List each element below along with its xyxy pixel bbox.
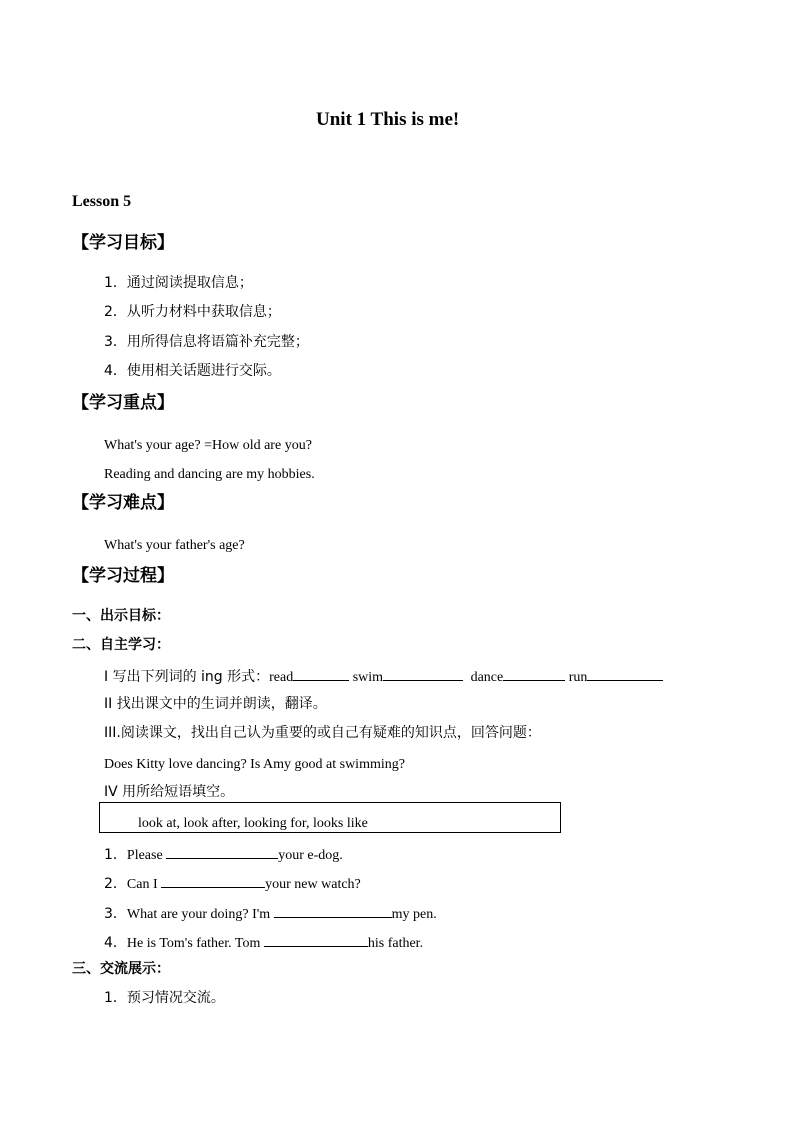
fill-item	[104, 905, 437, 922]
word-read: read	[269, 670, 294, 685]
answer-blank	[587, 668, 663, 681]
task-ing-prefix: I 写出下列词的 ing 形式：	[104, 669, 270, 685]
fill-prefix: He is Tom's father. Tom	[126, 936, 264, 951]
answer-blank	[264, 934, 368, 947]
fill-suffix: his father.	[367, 936, 424, 951]
phrase-box	[99, 802, 561, 833]
step-one-heading: 一、出示目标：	[72, 608, 170, 624]
fill-suffix: your e-dog.	[278, 848, 343, 863]
answer-blank	[161, 875, 265, 888]
lesson-label: Lesson 5	[72, 193, 132, 210]
fill-prefix: Can I	[126, 877, 162, 892]
goal-item: 2．从听力材料中获取信息；	[104, 304, 281, 320]
step-three-heading: 三、交流展示：	[72, 961, 170, 977]
task-reading: III.阅读课文，找出自己认为重要的或自己有疑难的知识点，回答问题：	[104, 725, 541, 741]
fill-number: 4．	[104, 935, 127, 951]
answer-blank	[383, 668, 463, 681]
fill-prefix: What are your doing? I'm	[126, 907, 274, 922]
fill-suffix: your new watch?	[265, 877, 361, 892]
task-fill-instruction: IV 用所给短语填空。	[104, 784, 235, 800]
key-line: Reading and dancing are my hobbies.	[104, 467, 315, 482]
page-title: Unit 1 This is me!	[316, 109, 460, 130]
goal-item: 1．通过阅读提取信息；	[104, 275, 253, 291]
fill-item	[104, 846, 343, 863]
task-ing-forms	[104, 668, 663, 685]
task-new-words: II 找出课文中的生词并朗读，翻译。	[104, 696, 327, 712]
fill-item	[104, 934, 423, 951]
key-line: What's your age? =How old are you?	[104, 438, 312, 453]
answer-blank	[293, 668, 349, 681]
word-run: run	[568, 670, 588, 685]
answer-blank	[166, 846, 278, 859]
section-key-heading: 【学习重点】	[72, 393, 174, 413]
phrase-list: look at, look after, looking for, looks like	[138, 816, 368, 831]
fill-number: 3．	[104, 906, 127, 922]
fill-suffix: my pen.	[391, 907, 437, 922]
answer-blank	[503, 668, 565, 681]
fill-number: 1．	[104, 847, 127, 863]
goal-item: 4．使用相关话题进行交际。	[104, 363, 281, 379]
section-difficult-heading: 【学习难点】	[72, 493, 174, 513]
goal-item: 3．用所得信息将语篇补充完整；	[104, 334, 309, 350]
fill-prefix: Please	[126, 848, 167, 863]
fill-item	[104, 875, 361, 892]
section-process-heading: 【学习过程】	[72, 566, 174, 586]
answer-blank	[274, 905, 392, 918]
step-two-heading: 二、自主学习：	[72, 637, 170, 653]
word-swim: swim	[352, 670, 384, 685]
word-dance: dance	[470, 670, 504, 685]
task-reading-question: Does Kitty love dancing? Is Amy good at swimming?	[104, 757, 405, 772]
difficult-line: What's your father's age?	[104, 538, 245, 553]
share-item: 1．预习情况交流。	[104, 990, 225, 1006]
fill-number: 2．	[104, 876, 127, 892]
section-goals-heading: 【学习目标】	[72, 233, 174, 253]
